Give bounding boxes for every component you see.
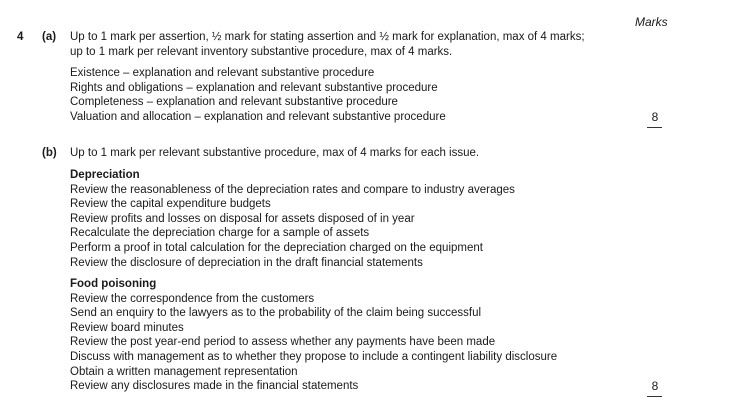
depreciation-section <box>70 168 515 270</box>
part-a-items-list <box>70 66 446 124</box>
list-item: Valuation and allocation – explanation and relevant substantive procedure <box>70 110 446 123</box>
list-item: Perform a proof in total calculation for the depreciation charged on the equipment <box>70 241 483 254</box>
part-b-total-underline <box>647 396 662 397</box>
list-item: Send an enquiry to the lawyers as to the probability of the claim being successful <box>70 307 482 320</box>
part-a-label: (a) <box>42 31 57 43</box>
list-item: Review any disclosures made in the financial statements <box>70 380 359 393</box>
question-number: 4 <box>17 31 24 43</box>
list-item: Obtain a written management representation <box>70 365 298 378</box>
list-item: Review the reasonableness of the depreciation rates and compare to industry averages <box>70 183 515 196</box>
list-item: Review the capital expenditure budgets <box>70 198 271 211</box>
marks-column-heading: Marks <box>635 15 668 29</box>
list-item: Recalculate the depreciation charge for a sample of assets <box>70 227 370 240</box>
food-poisoning-heading: Food poisoning <box>70 278 157 290</box>
part-a-intro-line-2: up to 1 mark per relevant inventory substantive procedure, max of 4 marks. <box>70 45 453 58</box>
part-b-label: (b) <box>42 147 57 159</box>
list-item: Review the correspondence from the customers <box>70 292 315 305</box>
list-item: Review the post year-end period to assess whether any payments have been made <box>70 336 496 349</box>
part-a-intro-line-1: Up to 1 mark per assertion, ½ mark for stating assertion and ½ mark for explanation, max of 4 marks; <box>70 31 585 43</box>
list-item: Completeness – explanation and relevant substantive procedure <box>70 96 398 109</box>
part-b-total-marks: 8 <box>651 379 659 393</box>
depreciation-heading: Depreciation <box>70 169 140 181</box>
list-item: Review the disclosure of depreciation in the draft financial statements <box>70 256 423 269</box>
part-b-intro: Up to 1 mark per relevant substantive procedure, max of 4 marks for each issue. <box>70 147 480 159</box>
list-item: Rights and obligations – explanation and relevant substantive procedure <box>70 81 438 94</box>
list-item: Review board minutes <box>70 321 184 334</box>
list-item: Discuss with management as to whether they propose to include a contingent liability disclosure <box>70 350 558 363</box>
list-item: Existence – explanation and relevant substantive procedure <box>70 67 375 79</box>
part-a-intro <box>70 30 585 59</box>
food-poisoning-section <box>70 277 557 394</box>
part-a-total-marks: 8 <box>651 110 659 124</box>
part-a-total-underline <box>647 127 662 128</box>
list-item: Review profits and losses on disposal for assets disposed of in year <box>70 212 415 225</box>
